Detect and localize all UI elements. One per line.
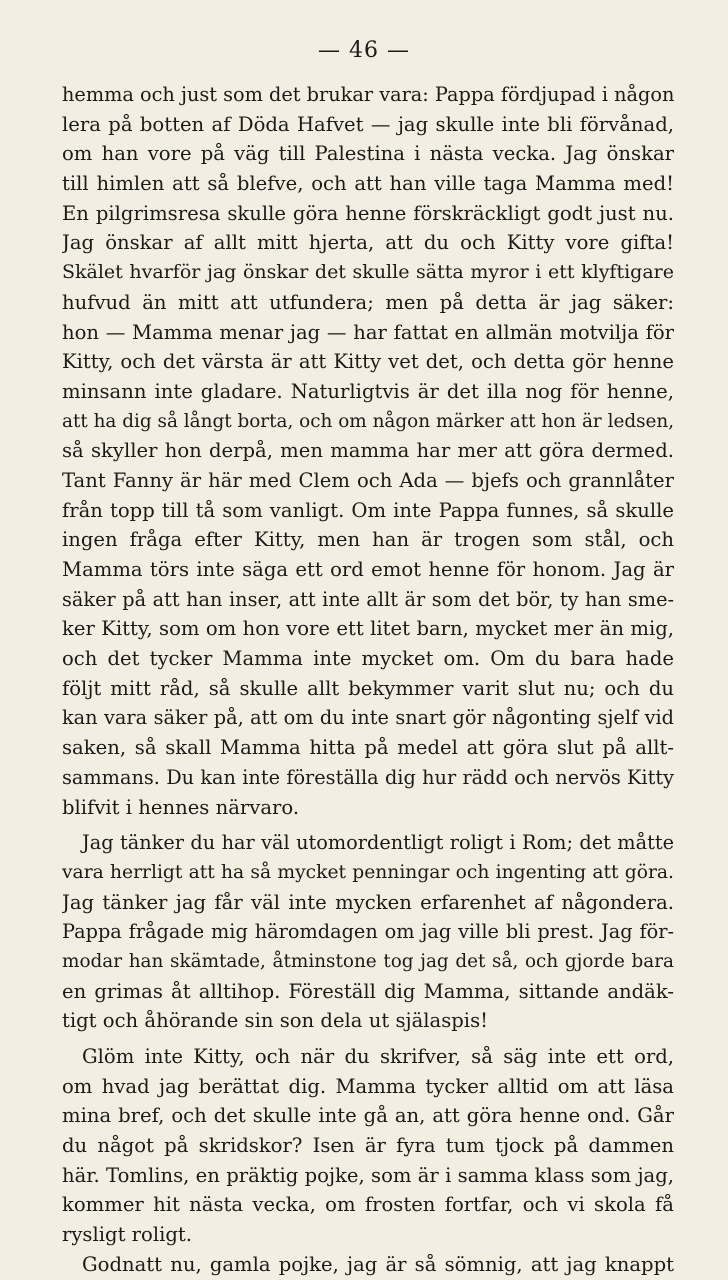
- text-line: modar han skämtade, åtminstone tog jag det så, och gjorde bara: [62, 950, 674, 972]
- body-text: [62, 80, 674, 1280]
- text-line: hemma och just som det brukar vara: Pappa fördjupad i någon: [62, 83, 674, 106]
- text-line: följt mitt råd, så skulle allt bekymmer varit slut nu; och du: [62, 676, 674, 700]
- text-line: så skyller hon derpå, men mamma har mer att göra dermed.: [62, 439, 674, 463]
- text-line: ker Kitty, som om hon vore ett litet barn, mycket mer än mig,: [62, 617, 674, 641]
- page-number: — 46 —: [318, 38, 410, 63]
- text-line: Godnatt nu, gamla pojke, jag är så sömnig, att jag knappt: [82, 1252, 674, 1276]
- text-line: om han vore på väg till Palestina i nästa vecka. Jag önskar: [62, 142, 674, 166]
- text-line: sammans. Du kan inte föreställa dig hur rädd och nervös Kitty: [62, 765, 674, 789]
- text-line: Jag tänker jag får väl inte mycken erfarenhet af någondera.: [62, 890, 674, 914]
- text-line: Jag önskar af allt mitt hjerta, att du och Kitty vore gifta!: [62, 231, 674, 255]
- text-line: ingen fråga efter Kitty, men han är trogen som stål, och: [62, 528, 674, 552]
- text-line: kan vara säker på, att om du inte snart gör någonting sjelf vid: [62, 706, 674, 730]
- text-line: vara herrligt att ha så mycket penningar och ingenting att göra.: [62, 861, 674, 883]
- text-line: hon — Mamma menar jag — har fattat en allmän motvilja för: [62, 320, 674, 344]
- text-line: Kitty, och det värsta är att Kitty vet det, och detta gör henne: [62, 350, 674, 374]
- text-line: blifvit i hennes närvaro.: [62, 795, 300, 819]
- text-line: och det tycker Mamma inte mycket om. Om du bara hade: [62, 647, 674, 671]
- text-line: Jag tänker du har väl utomordentligt roligt i Rom; det måtte: [82, 831, 674, 855]
- text-line: Glöm inte Kitty, och när du skrifver, så säg inte ett ord,: [82, 1045, 674, 1068]
- text-line: här. Tomlins, en präktig pojke, som är i samma klass som jag,: [62, 1163, 674, 1187]
- text-line: från topp till tå som vanligt. Om inte Pappa funnes, så skulle: [62, 498, 674, 522]
- text-line: En pilgrimsresa skulle göra henne förskräckligt godt just nu.: [62, 201, 674, 225]
- text-line: Tant Fanny är här med Clem och Ada — bjefs och grannlåter: [62, 468, 674, 492]
- text-line: att ha dig så långt borta, och om någon märker att hon är ledsen,: [62, 410, 674, 432]
- text-line: säker på att han inser, att inte allt är som det bör, ty han sme-: [62, 587, 674, 611]
- text-line: Skälet hvarför jag önskar det skulle sätta myror i ett klyftigare: [62, 261, 674, 284]
- text-line: hufvud än mitt att utfundera; men på detta är jag säker:: [62, 290, 674, 314]
- text-line: en grimas åt alltihop. Föreställ dig Mamma, sittande andäk-: [62, 979, 674, 1003]
- text-line: du något på skridskor? Isen är fyra tum tjock på dammen: [62, 1134, 674, 1158]
- text-line: rysligt roligt.: [62, 1223, 193, 1247]
- text-line: mina bref, och det skulle inte gå an, att göra henne ond. Går: [62, 1104, 674, 1128]
- text-line: Mamma törs inte säga ett ord emot henne för honom. Jag är: [62, 558, 674, 581]
- text-line: om hvad jag berättat dig. Mamma tycker alltid om att läsa: [62, 1074, 674, 1098]
- text-line: lera på botten af Döda Hafvet — jag skulle inte bli förvånad,: [62, 112, 674, 136]
- text-line: saken, så skall Mamma hitta på medel att göra slut på allt-: [62, 736, 674, 760]
- text-line: Pappa frågade mig häromdagen om jag ville bli prest. Jag för-: [62, 920, 674, 944]
- text-line: till himlen att så blefve, och att han ville taga Mamma med!: [62, 172, 674, 196]
- text-line: kommer hit nästa vecka, om frosten fortfar, och vi skola få: [62, 1193, 674, 1217]
- text-line: minsann inte gladare. Naturligtvis är det illa nog för henne,: [62, 379, 674, 403]
- text-line: tigt och åhörande sin son dela ut själaspis!: [62, 1009, 488, 1033]
